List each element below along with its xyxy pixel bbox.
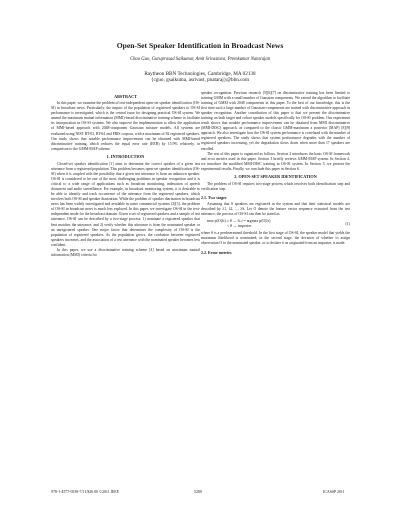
abstract-heading: ABSTRACT bbox=[114, 93, 137, 99]
abstract-text: In this paper, we examine the problem of text-independent open-set speaker identification (OS-SI) in broadcast news. Particularly, the impact of the population of registered speakers to OS-SI performance is investigated, which is the central issue for designing practical OS-SI system. We amend the maximum mutual information (MMI)-based discriminative training scheme to facilitate its incorporation in OS-SI systems. We also improve the implementation to allow the application of MMI-based approach with 2048-component Gaussian mixture models. All systems are evaluated using NIST RT-03, RT-04 and FBIS corpora, with a maximum of 82 registered speakers. Our study shows that notable performance improvement can be obtained with MMI-based discriminative training, which reduces the equal error rate (EER) by 15.9% relatively, in comparison to the GMM-MAP scheme. bbox=[51, 101, 200, 151]
equation-1 bbox=[201, 219, 350, 229]
footer-conference: ICASSP 2011 bbox=[323, 490, 345, 494]
paper-title: Open-Set Speaker Identification in Broadcast News bbox=[116, 41, 284, 50]
footer-isbn: 978-1-4577-0539-7/11/$26.00 ©2011 IEEE bbox=[51, 490, 120, 494]
equation-line-2: < θ → imposter bbox=[227, 224, 252, 229]
equation-number: (1) bbox=[345, 221, 350, 226]
subsection-2-1-text-2: where θ is a predetermined threshold. In the first stage of OS-SI, the speaker model that yields the maximum likelihood is nominated; in the second stage, the decision of whether to assign observation O to the nominated speaker, or to declare it as originated from an imposter, is made. bbox=[201, 231, 350, 246]
equation-line-1: max p(O|λi) ≥ θ → λi,i = argmax p(O|λi) bbox=[207, 219, 271, 224]
author-list: Chao Guo, Guruprasad Saikumar, Amit Srivastava, Premkumar Natarajan bbox=[129, 57, 271, 62]
introduction-heading: 1. INTRODUCTION bbox=[106, 154, 145, 160]
affiliation-org: Raytheon BBN Technologies, Cambridge, MA 02138 bbox=[144, 71, 256, 77]
introduction-paragraph-1: Closed-set speaker identification [1] aims to determine the correct speaker of a given test utterance from a registered population. This problem becomes open-set speaker identification (OS-SI) when it is coupled with the possibility that a given test utterance is from an unknown speaker. OS-SI is considered to be one of the most challenging problems in speaker recognition and it is critical to a wide range of applications such as broadcast monitoring, indexation of speech document and audio surveillance. For example, in broadcast monitoring system, it is desirable to be able to identify and track occurrence of the utterance from the registered speakers, which involves both OS-SI and speaker diarization. While the problem of speaker diarization in broadcast news has been widely investigated and available in some commercial systems [2][3], the problem of OS-SI in broadcast news is much less explored. In this paper, we investigate OS-SI in the text-independent mode for the broadcast domain. Given a set of registered speakers and a sample of test utterance, OS-SI can be described by a two-stage process: 1) nominate a registered speaker that best matches the utterance, and 2) verify whether this utterance is from the nominated speaker or an unregistered speaker. One major factor that determines the complexity of OS-SI is the population of registered speakers. As the population grows, the confusion between registered speakers increases, and the association of a test utterance with the nominated speaker becomes less confident. bbox=[51, 161, 201, 247]
left-column bbox=[51, 91, 200, 258]
section-2-intro: The problem of OS-SI requires two-stage process which involves both identification step and verification step. bbox=[201, 181, 350, 192]
introduction-paragraph-2: In this paper, we use a discriminative training scheme [4] based on maximum mutual information (MMI) criteria for bbox=[51, 247, 200, 257]
footer-page-number: 5280 bbox=[194, 490, 202, 494]
intro-continued-paragraph: speaker recognition. Previous research [5][6][7] on discriminative training has been limited to training GMM with a small number of Gaussian components. We extend the algorithm to facilitate training of GMM with 2048 components in this paper. To the best of our knowledge, this is the first time such a large number of Gaussian-components are trained with discriminative approach in speaker recognition. Another contribution of this paper is that we present the discriminative training on both target and cohort speaker models specifically for OS-SI problem. Our experiment result shows that notable performance improvement can be obtained from MMI discriminative (MMI-DISC) approach, as compared to the classic GMM-maximum a posterior (MAP) [8][9] approach. We also investigate how the OS-SI system performance is correlated with the number of registered speakers. The study shows that system performance degrades with the number of registered speakers increasing, yet the degradation slows down when more than 17 speakers are enrolled. bbox=[201, 91, 350, 151]
affiliation-block bbox=[0, 71, 400, 84]
section-2-heading: 2. OPEN-SET SPEAKER IDENTIFICATION bbox=[234, 174, 317, 180]
subsection-2-2-heading: 2.2. Error metries bbox=[201, 249, 232, 255]
right-column bbox=[201, 91, 350, 257]
equation-body bbox=[201, 219, 270, 229]
paper-organization-paragraph: The rest of this paper is organized as follows. Section 2 introduces the basic OS-SI framework and error metrics used in this paper. Section 3 briefly reviews GMM-MAP system. In Section 4, we introduce the modified MMI-DISC training in OS-SI system. In Section 5, we present the experimental results. Finally, we conclude this paper in Section 6. bbox=[201, 151, 350, 171]
subsection-2-1-heading: 2.1. Two stages bbox=[201, 195, 227, 201]
affiliation-email: {cguo, gsaikuma, asrivast, pnataraj}@bbn.com bbox=[150, 77, 250, 84]
subsection-2-1-text: Assuming that S speakers are registered in the system and that their statistical models are described by λ1, λ2, ..., λS. Let O denote the feature vector sequence extracted from the test utterance, the process of OS-SI can then be stated as bbox=[201, 202, 350, 217]
